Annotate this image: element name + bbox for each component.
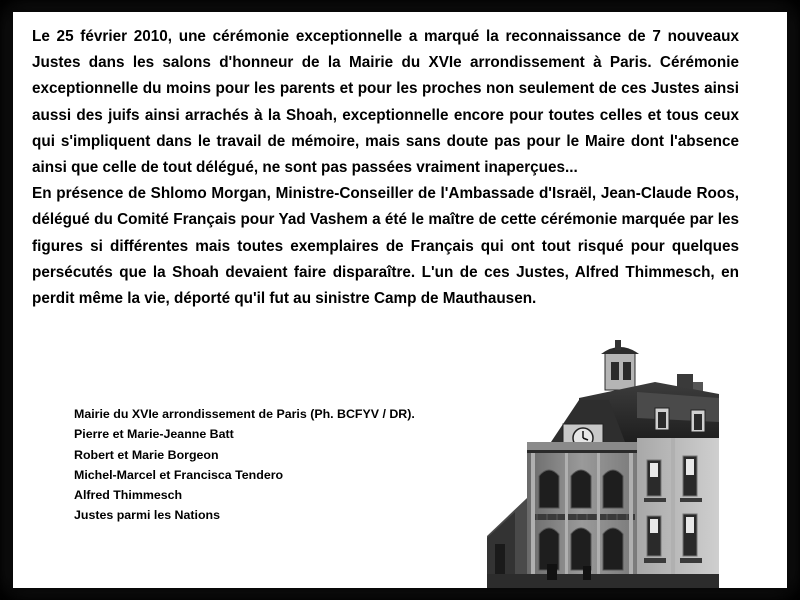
photo-credit: Mairie du XVIe arrondissement de Paris (Ph. BCFYV / DR).: [74, 407, 415, 421]
caption-name-5: Justes parmi les Nations: [74, 508, 220, 523]
caption-name-4: Alfred Thimmesch: [74, 488, 183, 503]
mairie-building-photo: [487, 338, 719, 588]
article-paragraph-1: Le 25 février 2010, une cérémonie exceptionnelle a marqué la reconnaissance de 7 nouveaux Justes dans les salons d'honneur de la Mairie du XVIe arrondissement à Paris. Cérémonie exceptionnelle du moins pour les parents et pour les proches non seulement de ces Justes ainsi aussi des juifs ainsi arrachés à la Shoah, exceptionnelle encore pour toutes celles et tous ceux qui s'impliquent dans le travail de mémoire, mais sans doute pas pour le Maire dont l'absence ainsi que celle de tout délégué, ne sont pas passées vraiment inaperçues...: [32, 28, 739, 177]
photo-caption: [74, 404, 454, 526]
caption-name-3: Michel-Marcel et Francisca Tendero: [74, 467, 284, 482]
article-text: [32, 24, 739, 312]
caption-name-1: Pierre et Marie-Jeanne Batt: [74, 427, 234, 442]
document-page: [13, 12, 787, 588]
caption-name-2: Robert et Marie Borgeon: [74, 447, 219, 462]
article-paragraph-2: En présence de Shlomo Morgan, Ministre-Conseiller de l'Ambassade d'Israël, Jean-Claude Roos, délégué du Comité Français pour Yad Vashem a été le maître de cette cérémonie marquée par les figures si différentes mais toutes exemplaires de Français qui ont tout risqué pour quelques persécutés que la Shoah devaient faire disparaître. L'un de ces Justes, Alfred Thimmesch, en perdit même la vie, déporté qu'il fut au sinistre Camp de Mauthausen.: [32, 185, 739, 308]
